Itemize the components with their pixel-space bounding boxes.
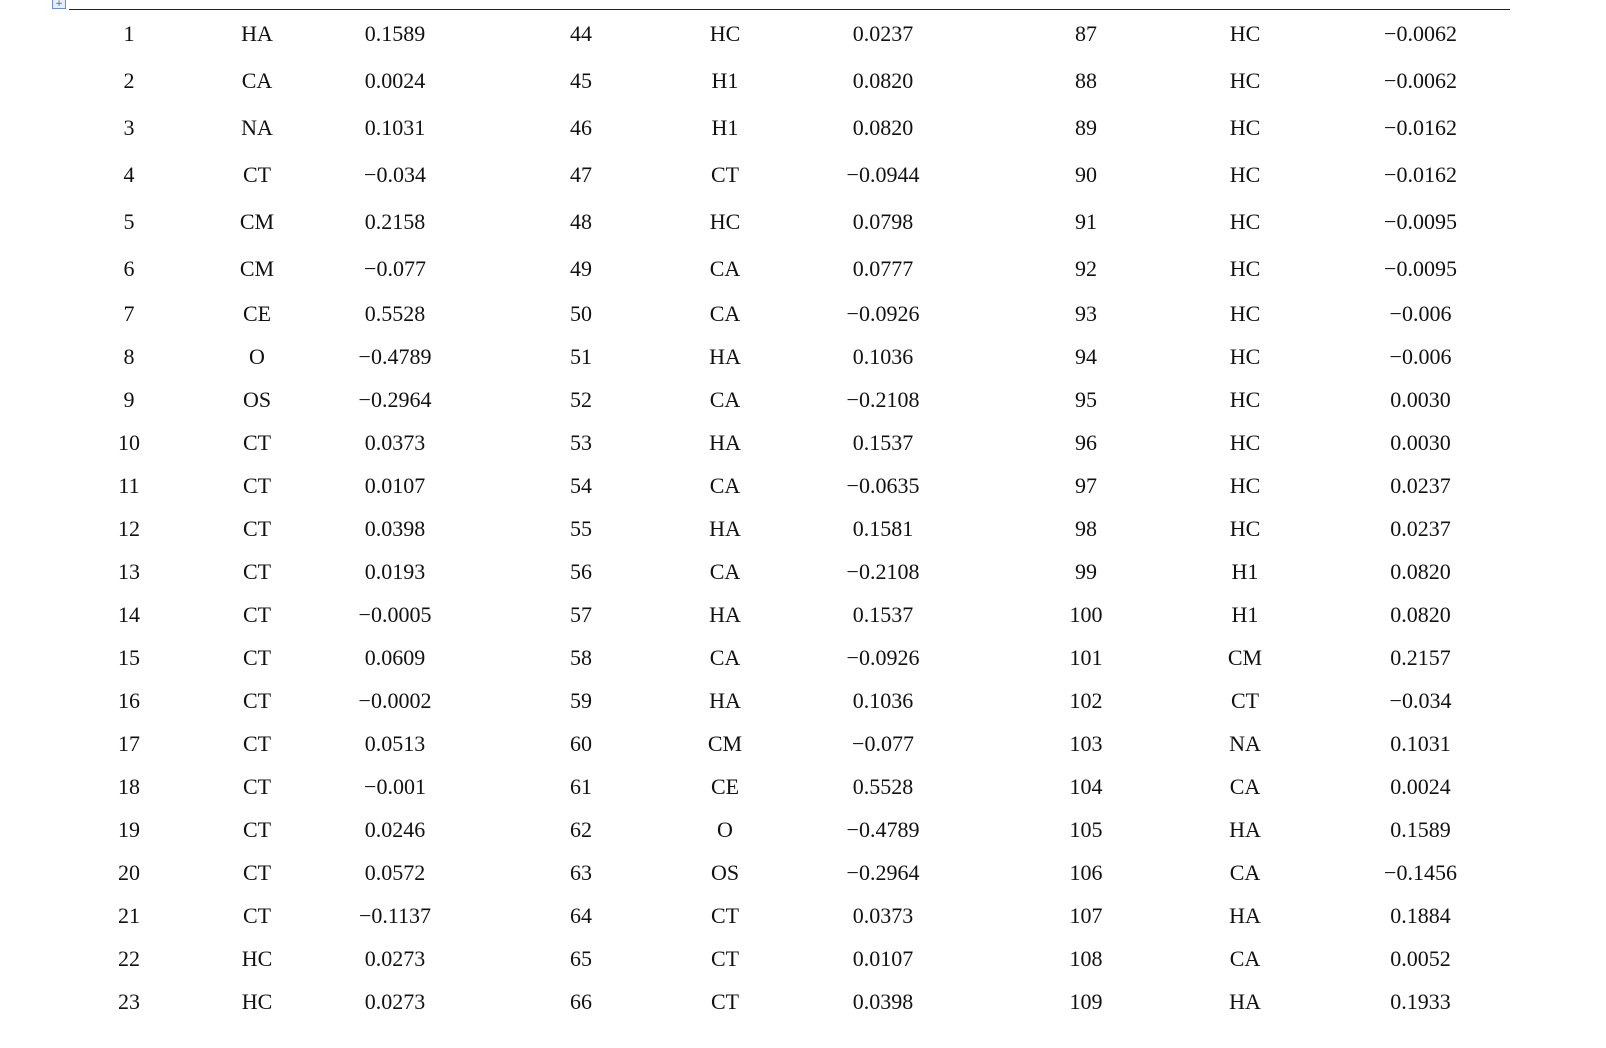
atom-number-cell: 22 [118,945,140,971]
atom-charge-cell: 0.0107 [364,472,426,498]
atom-type-cell: HA [241,20,273,46]
atom-charge-cell: −0.0162 [1384,161,1457,187]
atom-type-cell: CM [1227,644,1263,670]
atom-charge-cell: −0.2108 [846,558,920,584]
atom-type-cell: HC [241,945,273,971]
atom-number-cell: 62 [570,816,592,842]
atom-charge-cell: 0.0373 [852,902,914,928]
atom-number-cell: 3 [123,114,135,140]
table-row [69,292,1510,335]
table-row [69,245,1510,292]
atom-charge-cell: 0.0513 [364,730,426,756]
atom-number-cell: 8 [123,343,135,369]
atom-number-cell: 95 [1075,386,1097,412]
table-row [69,335,1510,378]
atom-type-cell: HC [1229,472,1261,498]
atom-type-cell: CT [710,161,740,187]
atom-charge-cell: 0.0237 [1390,472,1451,498]
atom-charge-cell: 0.0820 [852,114,914,140]
atom-charge-cell: −0.2108 [846,386,920,412]
atom-number-cell: 52 [570,386,592,412]
atom-charge-cell: 0.1031 [364,114,426,140]
atom-number-cell: 1 [123,20,135,46]
atom-charge-cell: −0.001 [364,773,426,799]
atom-charge-cell: 0.0273 [364,988,426,1014]
table-row [69,421,1510,464]
atom-number-cell: 88 [1075,67,1097,93]
atom-number-cell: 91 [1075,208,1097,234]
atom-charge-cell: 0.0024 [1390,773,1451,799]
atom-type-cell: CE [710,773,740,799]
atom-charge-cell: 0.1036 [852,343,914,369]
atom-type-cell: CT [242,558,272,584]
atom-charge-cell: 0.0798 [852,208,914,234]
table-row [69,507,1510,550]
atom-number-cell: 48 [570,208,592,234]
atom-type-cell: HC [241,988,273,1014]
atom-type-cell: CT [242,515,272,541]
atom-type-cell: HA [709,687,741,713]
atom-type-cell: CT [242,859,272,885]
atom-number-cell: 94 [1075,343,1097,369]
atom-type-cell: CT [242,730,272,756]
atom-charge-cell: 0.0572 [364,859,426,885]
atom-type-cell: CT [710,988,740,1014]
atom-charge-cell: 0.5528 [852,773,914,799]
table-row [69,636,1510,679]
atom-number-cell: 23 [118,988,140,1014]
atom-charge-table [69,10,1510,1023]
atom-charge-cell: 0.1589 [1390,816,1451,842]
atom-charge-cell: −0.0926 [846,644,920,670]
atom-number-cell: 106 [1069,859,1103,885]
atom-type-cell: H1 [711,114,739,140]
atom-charge-cell: −0.0002 [358,687,432,713]
atom-charge-cell: 0.0024 [364,67,426,93]
atom-number-cell: 2 [123,67,135,93]
atom-type-cell: NA [241,114,273,140]
atom-number-cell: 44 [570,20,592,46]
atom-number-cell: 60 [570,730,592,756]
atom-number-cell: 92 [1075,255,1097,281]
atom-type-cell: HA [1229,988,1261,1014]
atom-number-cell: 12 [118,515,140,541]
atom-charge-cell: −0.034 [364,161,426,187]
atom-number-cell: 57 [570,601,592,627]
atom-type-cell: CA [1229,859,1261,885]
table-row [69,10,1510,57]
atom-charge-cell: −0.0062 [1384,20,1457,46]
atom-number-cell: 55 [570,515,592,541]
atom-charge-cell: 0.2158 [364,208,426,234]
atom-type-cell: HA [709,601,741,627]
table-row [69,722,1510,765]
atom-type-cell: CA [1229,773,1261,799]
atom-number-cell: 53 [570,429,592,455]
atom-number-cell: 5 [123,208,135,234]
atom-type-cell: HC [1229,208,1261,234]
atom-type-cell: CT [242,429,272,455]
atom-number-cell: 103 [1069,730,1103,756]
atom-type-cell: HC [1229,67,1261,93]
atom-number-cell: 97 [1075,472,1097,498]
atom-number-cell: 17 [118,730,140,756]
atom-charge-cell: 0.0820 [1390,558,1451,584]
atom-charge-cell: 0.0030 [1390,429,1451,455]
atom-charge-cell: 0.0820 [852,67,914,93]
atom-type-cell: CA [709,644,741,670]
atom-number-cell: 63 [570,859,592,885]
atom-type-cell: CT [1230,687,1260,713]
table-row [69,765,1510,808]
atom-type-cell: NA [1229,730,1261,756]
atom-type-cell: CT [710,945,740,971]
atom-charge-cell: 0.0398 [364,515,426,541]
atom-number-cell: 11 [118,472,140,498]
atom-type-cell: CT [242,902,272,928]
atom-charge-cell: −0.034 [1389,687,1452,713]
atom-number-cell: 18 [118,773,140,799]
atom-charge-cell: −0.4789 [846,816,920,842]
atom-charge-cell: −0.0635 [846,472,920,498]
atom-charge-cell: −0.1137 [358,902,432,928]
atom-type-cell: CA [709,558,741,584]
atom-number-cell: 101 [1069,644,1103,670]
atom-charge-cell: −0.006 [1389,300,1452,326]
atom-number-cell: 107 [1069,902,1103,928]
atom-type-cell: HA [709,429,741,455]
atom-number-cell: 19 [118,816,140,842]
atom-type-cell: CT [242,816,272,842]
atom-type-cell: CM [239,208,275,234]
table-row [69,378,1510,421]
atom-type-cell: HC [1229,300,1261,326]
atom-charge-cell: −0.0095 [1384,208,1457,234]
atom-number-cell: 89 [1075,114,1097,140]
atom-number-cell: 87 [1075,20,1097,46]
atom-number-cell: 4 [123,161,135,187]
atom-type-cell: HC [709,20,741,46]
atom-charge-cell: 0.0398 [852,988,914,1014]
atom-number-cell: 98 [1075,515,1097,541]
atom-number-cell: 93 [1075,300,1097,326]
atom-charge-cell: 0.1884 [1390,902,1451,928]
atom-charge-cell: −0.0944 [846,161,920,187]
atom-type-cell: HA [709,515,741,541]
table-row [69,937,1510,980]
atom-type-cell: H1 [1231,558,1259,584]
table-row [69,980,1510,1023]
atom-number-cell: 54 [570,472,592,498]
atom-type-cell: CT [242,601,272,627]
atom-number-cell: 96 [1075,429,1097,455]
atom-number-cell: 47 [570,161,592,187]
atom-type-cell: CM [239,255,275,281]
atom-type-cell: O [717,816,733,842]
atom-number-cell: 61 [570,773,592,799]
table-row [69,593,1510,636]
atom-charge-cell: −0.4789 [358,343,432,369]
atom-number-cell: 10 [118,429,140,455]
atom-charge-cell: 0.0237 [1390,515,1451,541]
atom-type-cell: HC [1229,20,1261,46]
atom-charge-cell: 0.0609 [364,644,426,670]
table-row [69,679,1510,722]
atom-number-cell: 65 [570,945,592,971]
atom-type-cell: CA [709,386,741,412]
atom-charge-cell: −0.1456 [1384,859,1457,885]
atom-charge-cell: −0.077 [852,730,914,756]
atom-charge-cell: 0.0237 [852,20,914,46]
table-row [69,198,1510,245]
atom-charge-cell: −0.006 [1389,343,1452,369]
atom-charge-cell: 0.1589 [364,20,426,46]
atom-type-cell: H1 [1231,601,1259,627]
table-row [69,464,1510,507]
atom-type-cell: HC [709,208,741,234]
atom-charge-cell: −0.0926 [846,300,920,326]
atom-charge-cell: 0.0820 [1390,601,1451,627]
atom-type-cell: CT [242,644,272,670]
atom-type-cell: CT [710,902,740,928]
atom-charge-cell: 0.0193 [364,558,426,584]
atom-number-cell: 13 [118,558,140,584]
atom-type-cell: HA [1229,816,1261,842]
atom-number-cell: 20 [118,859,140,885]
table-row [69,894,1510,937]
atom-number-cell: 108 [1069,945,1103,971]
atom-type-cell: CA [1229,945,1261,971]
atom-number-cell: 99 [1075,558,1097,584]
table-row [69,151,1510,198]
atom-type-cell: OS [710,859,740,885]
table-row [69,104,1510,151]
atom-number-cell: 14 [118,601,140,627]
atom-number-cell: 6 [123,255,135,281]
atom-type-cell: OS [242,386,272,412]
atom-type-cell: HC [1229,515,1261,541]
atom-type-cell: H1 [711,67,739,93]
atom-type-cell: CM [707,730,743,756]
atom-type-cell: HA [1229,902,1261,928]
table-row [69,851,1510,894]
atom-charge-cell: 0.1537 [852,601,914,627]
atom-number-cell: 59 [570,687,592,713]
atom-charge-cell: 0.1933 [1390,988,1451,1014]
atom-type-cell: CT [242,773,272,799]
atom-number-cell: 100 [1069,601,1103,627]
atom-number-cell: 105 [1069,816,1103,842]
atom-number-cell: 9 [123,386,135,412]
atom-number-cell: 46 [570,114,592,140]
atom-type-cell: HC [1229,386,1261,412]
atom-charge-cell: −0.2964 [358,386,432,412]
atom-number-cell: 102 [1069,687,1103,713]
atom-type-cell: HC [1229,429,1261,455]
atom-number-cell: 90 [1075,161,1097,187]
atom-charge-cell: −0.0005 [358,601,432,627]
atom-number-cell: 15 [118,644,140,670]
atom-type-cell: HC [1229,343,1261,369]
atom-type-cell: HC [1229,255,1261,281]
atom-charge-cell: −0.077 [364,255,426,281]
atom-number-cell: 56 [570,558,592,584]
atom-type-cell: CE [242,300,272,326]
atom-number-cell: 58 [570,644,592,670]
atom-charge-cell: −0.0162 [1384,114,1457,140]
atom-number-cell: 104 [1069,773,1103,799]
atom-charge-cell: 0.0030 [1390,386,1451,412]
atom-number-cell: 50 [570,300,592,326]
atom-charge-cell: 0.0777 [852,255,914,281]
atom-charge-cell: 0.2157 [1390,644,1451,670]
atom-number-cell: 109 [1069,988,1103,1014]
atom-type-cell: CT [242,161,272,187]
atom-type-cell: HA [709,343,741,369]
atom-charge-cell: 0.1036 [852,687,914,713]
atom-charge-cell: 0.0246 [364,816,426,842]
atom-charge-cell: −0.2964 [846,859,920,885]
table-row [69,808,1510,851]
atom-number-cell: 51 [570,343,592,369]
atom-type-cell: HC [1229,114,1261,140]
atom-type-cell: CA [709,472,741,498]
atom-type-cell: O [249,343,265,369]
atom-charge-cell: 0.5528 [364,300,426,326]
atom-type-cell: CA [709,300,741,326]
atom-charge-cell: 0.1031 [1390,730,1451,756]
atom-charge-cell: 0.0373 [364,429,426,455]
atom-charge-cell: 0.0052 [1390,945,1451,971]
atom-charge-cell: 0.1537 [852,429,914,455]
table-row [69,57,1510,104]
table-row [69,550,1510,593]
atom-charge-cell: 0.0107 [852,945,914,971]
atom-number-cell: 7 [123,300,135,326]
atom-type-cell: HC [1229,161,1261,187]
atom-charge-cell: −0.0095 [1384,255,1457,281]
atom-type-cell: CT [242,472,272,498]
atom-number-cell: 66 [570,988,592,1014]
atom-number-cell: 45 [570,67,592,93]
atom-type-cell: CA [241,67,273,93]
atom-number-cell: 49 [570,255,592,281]
atom-charge-cell: 0.1581 [852,515,914,541]
atom-type-cell: CA [709,255,741,281]
atom-number-cell: 64 [570,902,592,928]
table-move-handle-icon[interactable]: + [52,0,66,9]
atom-number-cell: 21 [118,902,140,928]
atom-charge-cell: −0.0062 [1384,67,1457,93]
atom-type-cell: CT [242,687,272,713]
atom-charge-cell: 0.0273 [364,945,426,971]
atom-number-cell: 16 [118,687,140,713]
